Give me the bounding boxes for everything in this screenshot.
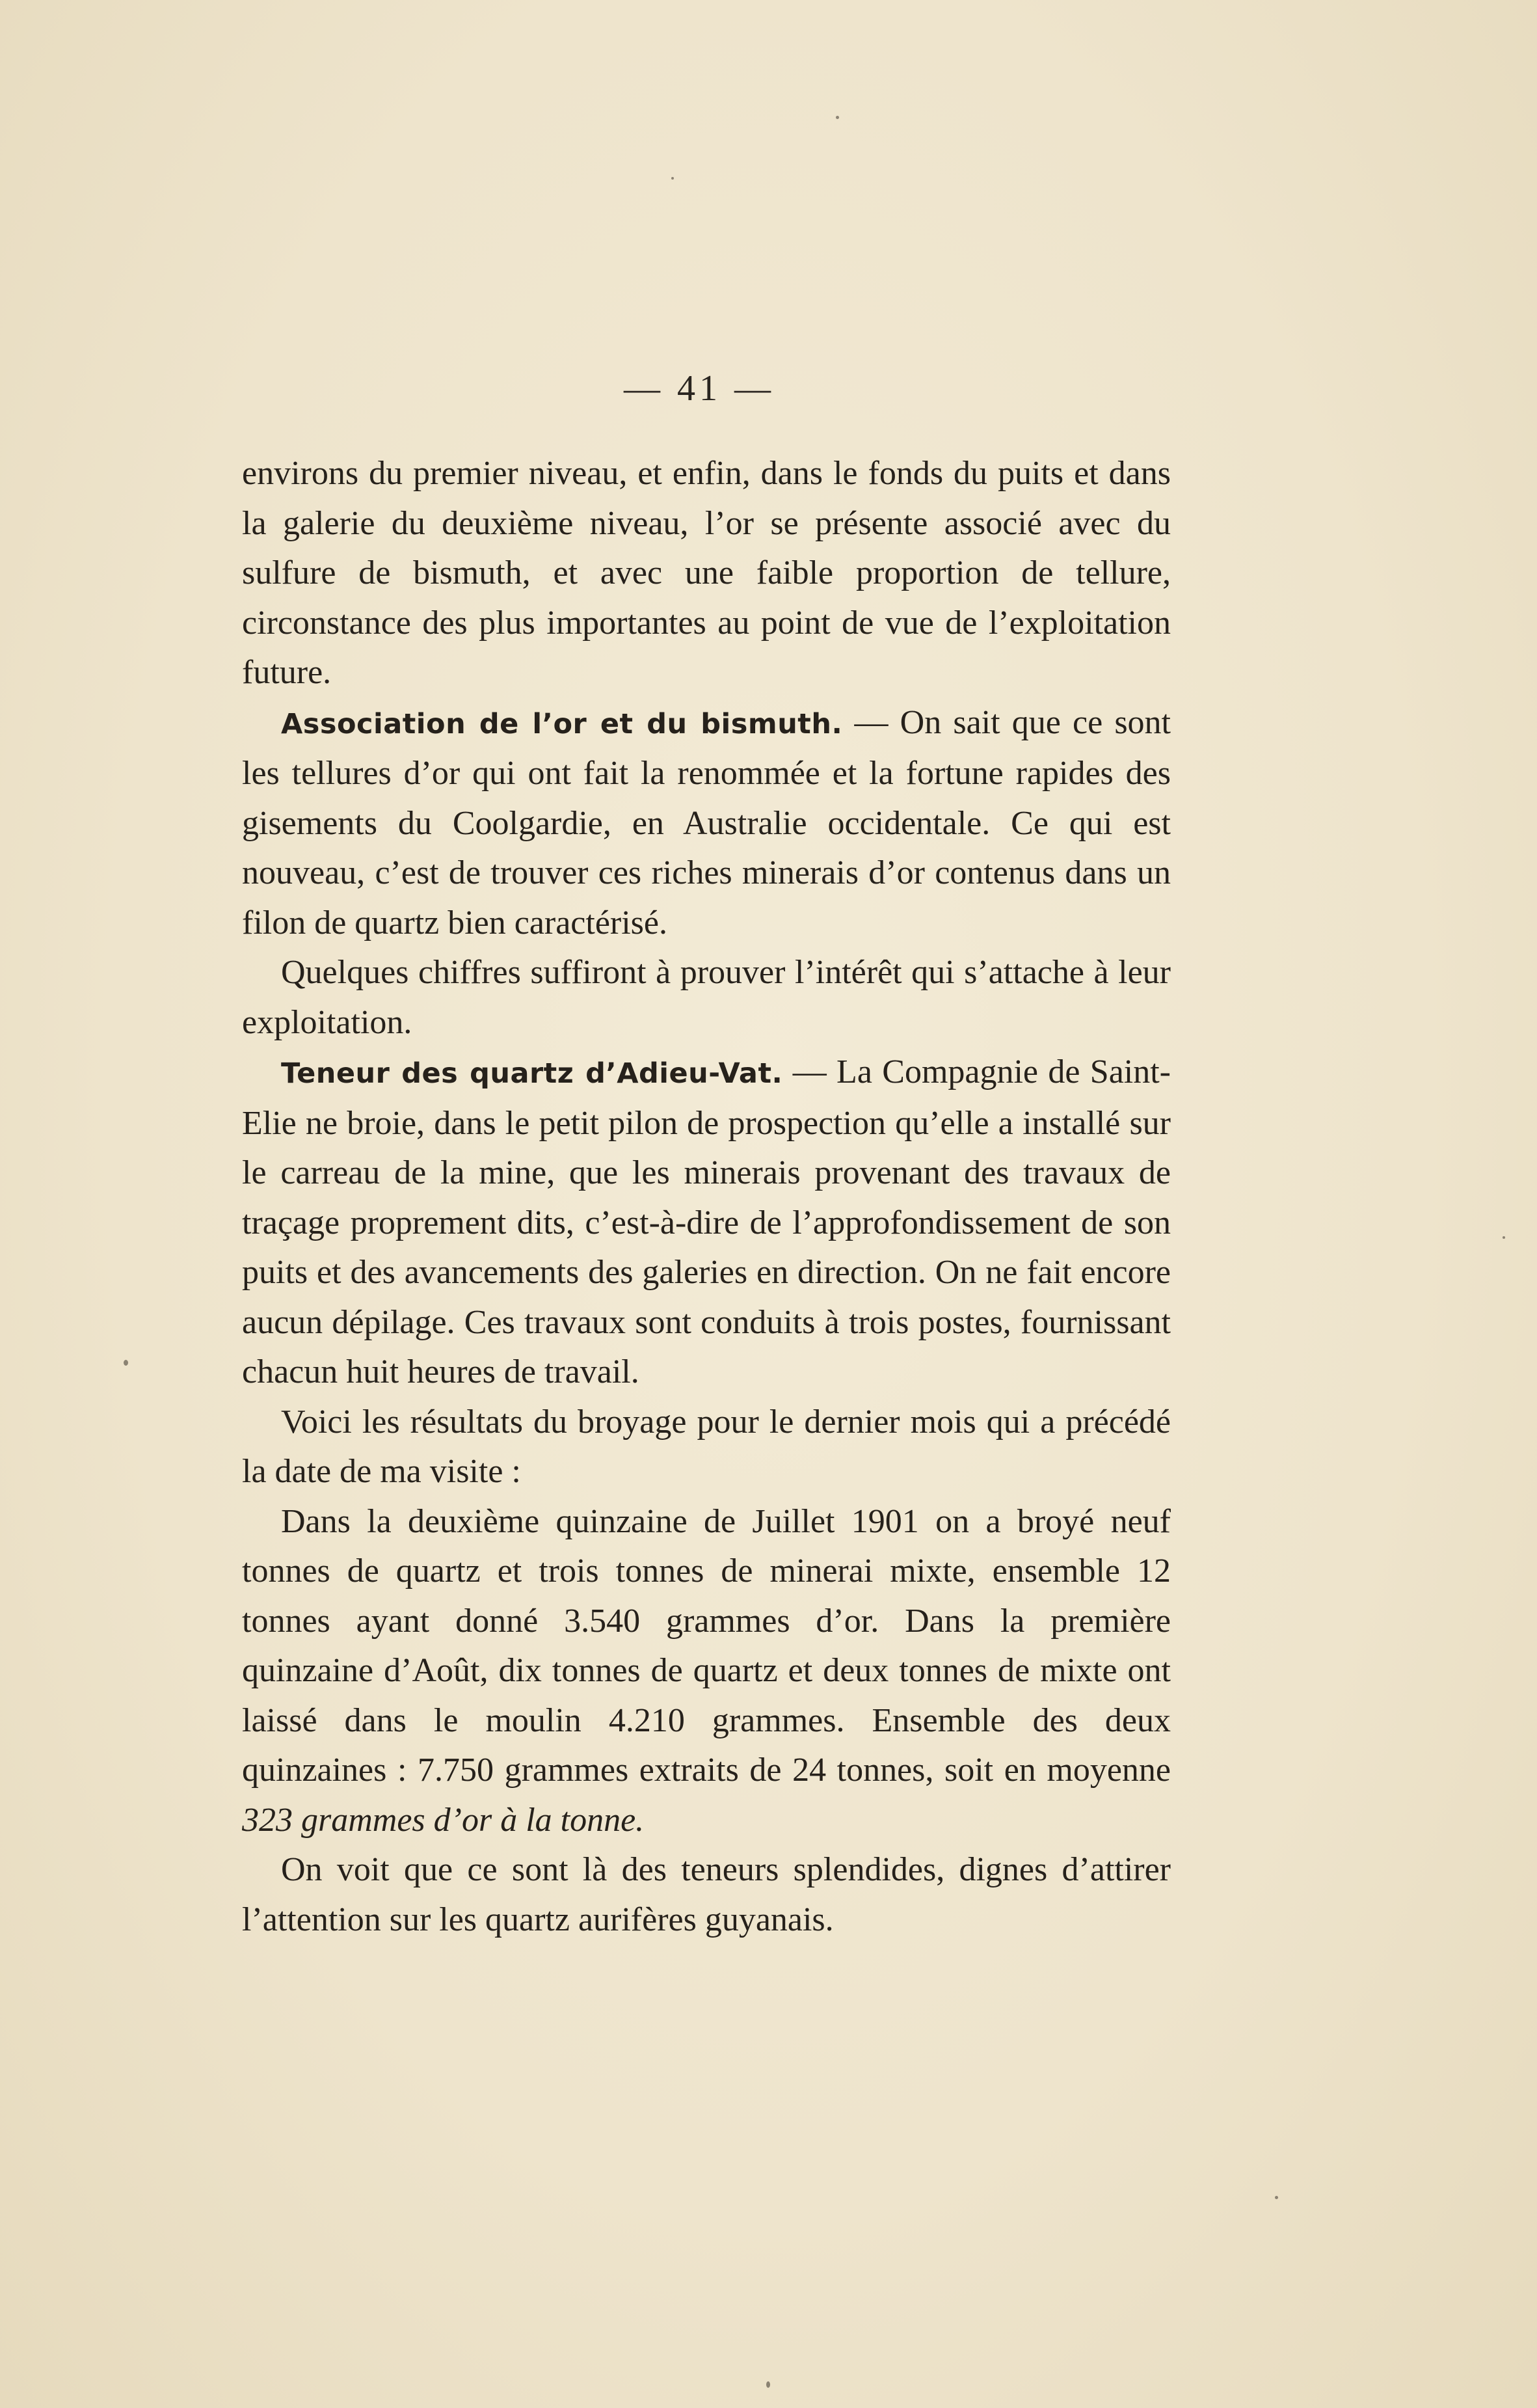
paper-speck xyxy=(836,116,839,119)
paragraph-6 xyxy=(242,1497,1171,1846)
paragraph-1 xyxy=(242,449,1171,698)
section-heading-association: Association de l’or et du bismuth. xyxy=(281,707,843,740)
paper-speck xyxy=(671,177,674,180)
emphasis-text: 323 grammes d’or à la tonne. xyxy=(242,1801,645,1839)
paragraph-text: — On sait que ce sont les tellures d’or qui ont fait la renommée et la fortune rapides des gisements du Coolgardie, en Australie occidentale. Ce qui est nouveau, c’est de trouver ces riches minerais d’or contenus dans un filon de quartz bien caractérisé. xyxy=(242,703,1171,941)
paragraph-5 xyxy=(242,1398,1171,1497)
paragraph-text: environs du premier niveau, et enfin, dans le fonds du puits et dans la galerie du deuxième niveau, l’or se présente associé avec du sulfure de bismuth, et avec une faible proportion de tellure, circonstance des plus importantes au point de vue de l’exploitation future. xyxy=(242,455,1171,691)
paper-speck xyxy=(124,1360,128,1366)
section-heading-teneur: Teneur des quartz d’Adieu-Vat. xyxy=(281,1057,783,1090)
paper-speck xyxy=(1503,1236,1505,1239)
paragraph-3 xyxy=(242,948,1171,1048)
paragraph-2 xyxy=(242,698,1171,949)
paragraph-4 xyxy=(242,1048,1171,1398)
paragraph-text: — La Compagnie de Saint-Elie ne broie, dans le petit pilon de prospection qu’elle a installé sur le carreau de la mine, que les minerais provenant des travaux de traçage proprement dits, c’est-à-dire de l’approfondissement de son puits et des avancements des galeries en direction. On ne fait encore aucun dépilage. Ces travaux sont conduits à trois postes, fournissant chacun huit heures de travail. xyxy=(242,1053,1171,1390)
paper-speck xyxy=(766,2381,770,2388)
body-text xyxy=(242,449,1171,1945)
paragraph-text: Voici les résultats du broyage pour le dernier mois qui a précédé la date de ma visite : xyxy=(242,1403,1171,1490)
paragraph-text: On voit que ce sont là des teneurs splendides, dignes d’attirer l’attention sur les quartz aurifères guyanais. xyxy=(242,1851,1171,1938)
paper-speck xyxy=(1275,2196,1278,2199)
page-number: — 41 — xyxy=(624,368,775,409)
paragraph-text: Quelques chiffres suffiront à prouver l’intérêt qui s’attache à leur exploitation. xyxy=(242,954,1171,1041)
paragraph-7 xyxy=(242,1845,1171,1945)
paragraph-text: Dans la deuxième quinzaine de Juillet 1901 on a broyé neuf tonnes de quartz et trois tonnes de minerai mixte, ensemble 12 tonnes ayant donné 3.540 grammes d’or. Dans la première quinzaine d’Août, dix tonnes de quartz et deux tonnes de mixte ont laissé dans le moulin 4.210 grammes. Ensemble des deux quinzaines : 7.750 grammes extraits de 24 tonnes, soit en moyenne xyxy=(242,1502,1171,1789)
